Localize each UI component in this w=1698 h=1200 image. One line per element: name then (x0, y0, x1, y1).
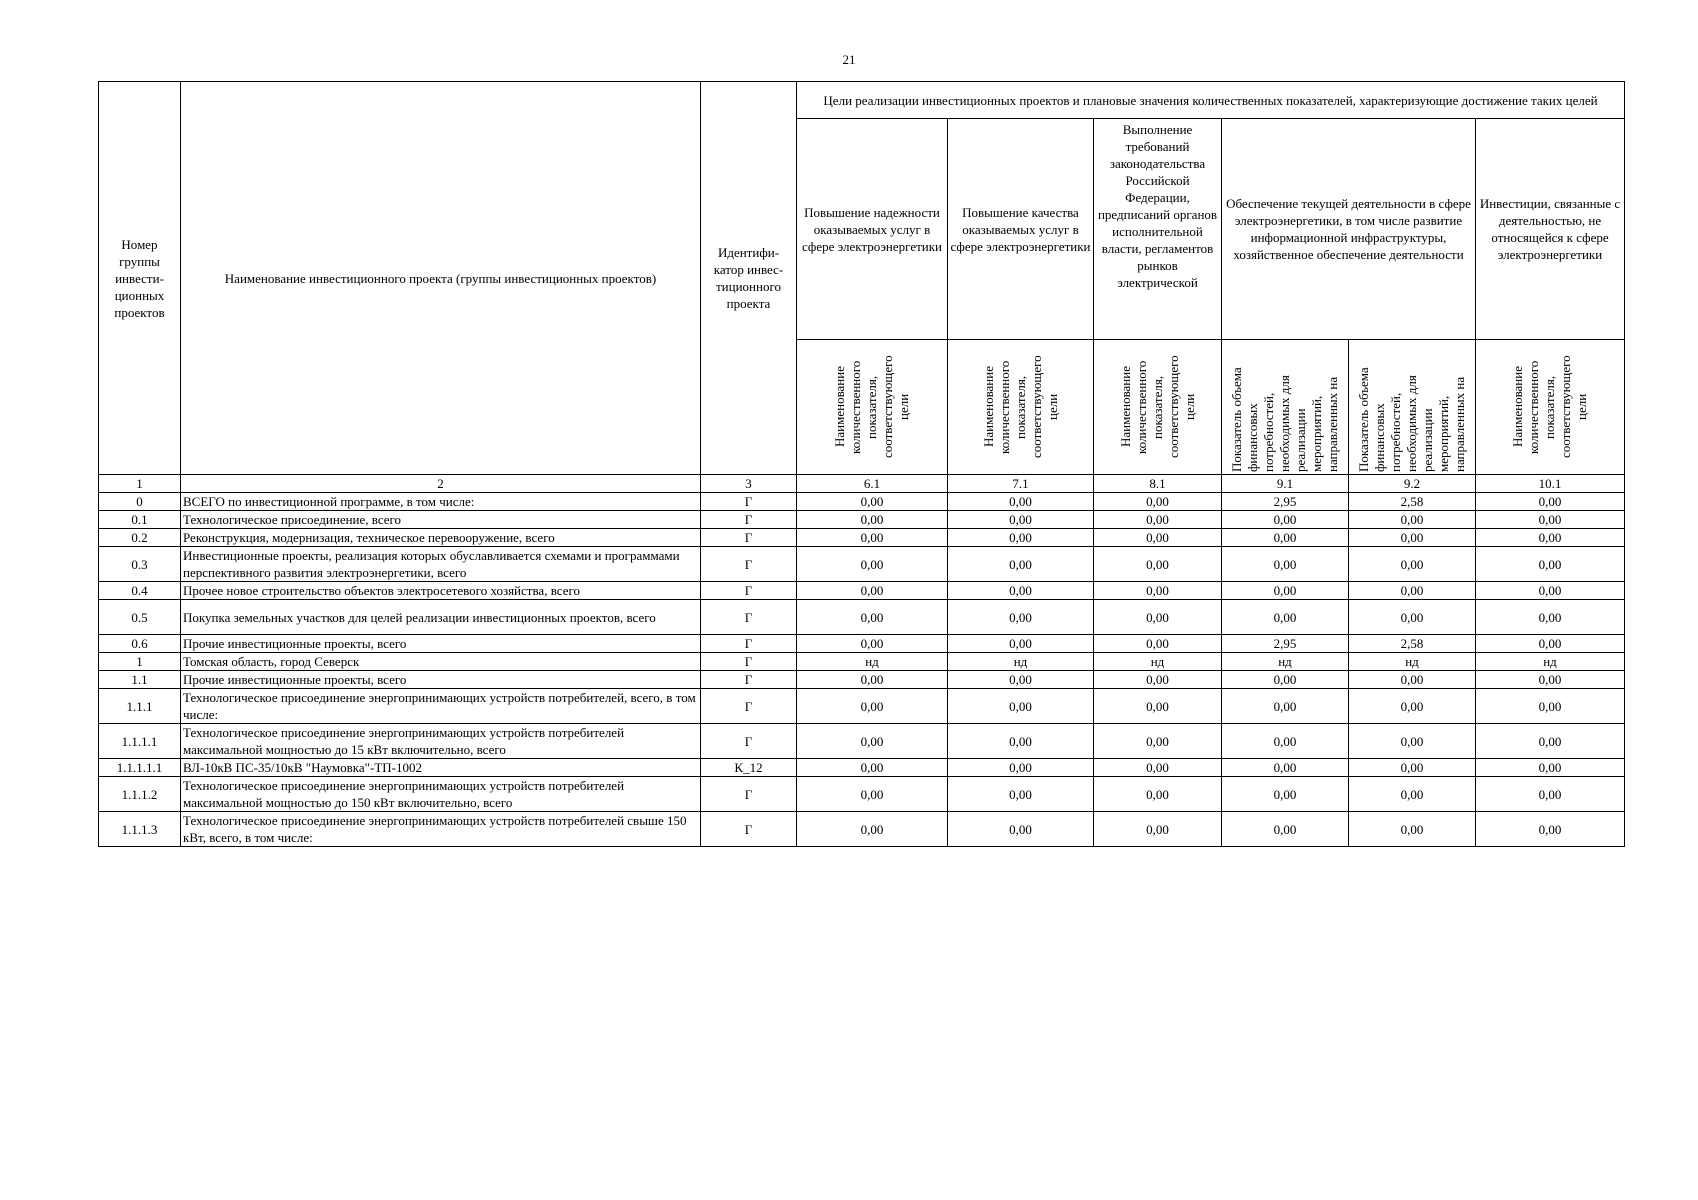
table-row (99, 547, 1625, 582)
row-value: 0,00 (797, 812, 948, 847)
row-value: 0,00 (1476, 582, 1625, 600)
row-id: Г (701, 653, 797, 671)
row-name: Покупка земельных участков для целей реализации инвестиционных проектов, всего (181, 600, 701, 635)
row-name: Реконструкция, модернизация, техническое перевооружение, всего (181, 529, 701, 547)
row-value: 0,00 (1222, 689, 1349, 724)
row-number: 0.2 (99, 529, 181, 547)
row-value: 0,00 (1094, 547, 1222, 582)
row-value: 0,00 (1476, 777, 1625, 812)
row-name: Инвестиционные проекты, реализация которых обуславливается схемами и программами перспективного развития электроэнергетики, всего (181, 547, 701, 582)
subheader-indicator (1476, 340, 1625, 475)
table-row (99, 600, 1625, 635)
row-value: 2,95 (1222, 493, 1349, 511)
row-value: 0,00 (948, 635, 1094, 653)
investment-table (98, 81, 1625, 847)
row-value: 0,00 (797, 689, 948, 724)
row-value: 0,00 (1349, 547, 1476, 582)
row-value: 0,00 (1094, 635, 1222, 653)
row-name: ВСЕГО по инвестиционной программе, в том числе: (181, 493, 701, 511)
row-value: 0,00 (1222, 724, 1349, 759)
row-name: ВЛ-10кВ ПС-35/10кВ "Наумовка"-ТП-1002 (181, 759, 701, 777)
row-value: 0,00 (797, 759, 948, 777)
table-row (99, 529, 1625, 547)
header-goal-quality: Повышение качества оказываемых услуг в сфере электроэнергетики (948, 119, 1094, 340)
column-number: 1 (99, 475, 181, 493)
row-value: 2,58 (1349, 635, 1476, 653)
row-value: 0,00 (797, 777, 948, 812)
row-value: 0,00 (1094, 724, 1222, 759)
row-value: 0,00 (797, 635, 948, 653)
row-value: 0,00 (948, 582, 1094, 600)
row-value: 0,00 (948, 511, 1094, 529)
row-value: нд (1476, 653, 1625, 671)
row-number: 1.1 (99, 671, 181, 689)
row-value: 2,95 (1222, 635, 1349, 653)
row-name: Томская область, город Северск (181, 653, 701, 671)
row-value: 0,00 (948, 529, 1094, 547)
row-value: нд (1094, 653, 1222, 671)
table-row (99, 493, 1625, 511)
subheader-indicator-text: Наименование количественного показателя, соответствующего цели (980, 355, 1060, 459)
row-number: 1.1.1.1 (99, 724, 181, 759)
row-value: 0,00 (948, 689, 1094, 724)
table-body (99, 493, 1625, 847)
row-number: 0.4 (99, 582, 181, 600)
row-value: 0,00 (1349, 600, 1476, 635)
row-id: Г (701, 511, 797, 529)
row-value: 0,00 (1349, 511, 1476, 529)
row-id: Г (701, 724, 797, 759)
table-row (99, 582, 1625, 600)
row-value: 0,00 (1476, 547, 1625, 582)
row-value: 0,00 (1094, 600, 1222, 635)
row-number: 0.1 (99, 511, 181, 529)
column-number: 2 (181, 475, 701, 493)
row-value: 0,00 (1476, 600, 1625, 635)
header-goals-title: Цели реализации инвестиционных проектов и плановые значения количественных показателей, характеризующие достижение таких целей (797, 82, 1625, 119)
table-row (99, 724, 1625, 759)
column-number: 3 (701, 475, 797, 493)
row-number: 0.5 (99, 600, 181, 635)
row-value: 0,00 (1222, 529, 1349, 547)
row-name: Прочие инвестиционные проекты, всего (181, 635, 701, 653)
table-row (99, 635, 1625, 653)
row-value: 0,00 (1222, 511, 1349, 529)
row-id: Г (701, 635, 797, 653)
row-id: Г (701, 493, 797, 511)
column-number: 9.1 (1222, 475, 1349, 493)
row-id: К_12 (701, 759, 797, 777)
row-id: Г (701, 671, 797, 689)
row-value: 0,00 (948, 777, 1094, 812)
row-name: Технологическое присоединение энергопринимающих устройств потребителей свыше 150 кВт, всего, в том числе: (181, 812, 701, 847)
row-value: нд (1222, 653, 1349, 671)
row-value: 0,00 (1094, 689, 1222, 724)
row-id: Г (701, 529, 797, 547)
row-name: Прочее новое строительство объектов электросетевого хозяйства, всего (181, 582, 701, 600)
row-value: 0,00 (1349, 582, 1476, 600)
row-value: 0,00 (1094, 493, 1222, 511)
row-value: 0,00 (797, 724, 948, 759)
row-value: 0,00 (1349, 671, 1476, 689)
row-value: 0,00 (797, 493, 948, 511)
column-number: 9.2 (1349, 475, 1476, 493)
row-value: 0,00 (948, 600, 1094, 635)
row-number: 0 (99, 493, 181, 511)
row-id: Г (701, 689, 797, 724)
row-value: 0,00 (1222, 777, 1349, 812)
header-project-name: Наименование инвестиционного проекта (группы инвестиционных проектов) (181, 82, 701, 475)
row-value: 0,00 (797, 529, 948, 547)
header-goal-legal-text: Выполнение требований законодательства Российской Федерации, предписаний органов исполнительной власти, регламентов рынков электрической (1097, 122, 1218, 290)
row-number: 1.1.1.2 (99, 777, 181, 812)
subheader-indicator (948, 340, 1094, 475)
row-value: 0,00 (948, 547, 1094, 582)
row-value: 0,00 (797, 547, 948, 582)
row-name: Прочие инвестиционные проекты, всего (181, 671, 701, 689)
row-value: 0,00 (948, 812, 1094, 847)
row-value: 0,00 (1222, 547, 1349, 582)
row-value: 0,00 (1476, 511, 1625, 529)
row-value: 0,00 (1476, 759, 1625, 777)
table-row (99, 812, 1625, 847)
row-name: Технологическое присоединение энергопринимающих устройств потребителей максимальной мощностью до 150 кВт включительно, всего (181, 777, 701, 812)
row-value: 0,00 (1476, 635, 1625, 653)
row-value: 0,00 (948, 724, 1094, 759)
table-row (99, 759, 1625, 777)
row-value: 0,00 (1222, 600, 1349, 635)
row-id: Г (701, 547, 797, 582)
row-value: 0,00 (1349, 777, 1476, 812)
header-goal-operations: Обеспечение текущей деятельности в сфере электроэнергетики, в том числе развитие информационной инфраструктуры, хозяйственное обеспечение деятельности (1222, 119, 1476, 340)
table-row (99, 777, 1625, 812)
row-value: 0,00 (1349, 759, 1476, 777)
row-value: 0,00 (948, 671, 1094, 689)
row-value: 0,00 (948, 759, 1094, 777)
row-value: 0,00 (1222, 812, 1349, 847)
column-number: 6.1 (797, 475, 948, 493)
row-value: 0,00 (1094, 759, 1222, 777)
row-value: 0,00 (1094, 582, 1222, 600)
row-value: 0,00 (1094, 529, 1222, 547)
row-value: 0,00 (1222, 671, 1349, 689)
row-number: 1 (99, 653, 181, 671)
row-number: 1.1.1.3 (99, 812, 181, 847)
subheader-indicator-text: Наименование количественного показателя, соответствующего цели (1117, 355, 1197, 459)
subheader-financial (1222, 340, 1349, 475)
row-value: 2,58 (1349, 493, 1476, 511)
row-value: 0,00 (1349, 724, 1476, 759)
row-value: 0,00 (1476, 529, 1625, 547)
row-value: 0,00 (1349, 529, 1476, 547)
row-value: 0,00 (797, 582, 948, 600)
row-name: Технологическое присоединение энергопринимающих устройств потребителей максимальной мощностью до 15 кВт включительно, всего (181, 724, 701, 759)
row-id: Г (701, 600, 797, 635)
table-row (99, 511, 1625, 529)
row-number: 0.6 (99, 635, 181, 653)
row-number: 0.3 (99, 547, 181, 582)
row-value: нд (797, 653, 948, 671)
table-row (99, 671, 1625, 689)
column-number: 10.1 (1476, 475, 1625, 493)
column-number: 8.1 (1094, 475, 1222, 493)
row-value: 0,00 (1222, 759, 1349, 777)
row-id: Г (701, 777, 797, 812)
row-value: нд (1349, 653, 1476, 671)
subheader-financial-text: Показатель объема финансовых потребностей, необходимых для реализации мероприятий, направленных на (1356, 367, 1467, 472)
header-goal-reliability: Повышение надежности оказываемых услуг в сфере электроэнергетики (797, 119, 948, 340)
row-id: Г (701, 812, 797, 847)
column-number: 7.1 (948, 475, 1094, 493)
row-value: 0,00 (1094, 671, 1222, 689)
row-value: 0,00 (1222, 582, 1349, 600)
row-number: 1.1.1 (99, 689, 181, 724)
row-value: 0,00 (1349, 689, 1476, 724)
row-value: 0,00 (1476, 689, 1625, 724)
header-goal-non-energy: Инвестиции, связанные с деятельностью, не относящейся к сфере электроэнергетики (1476, 119, 1625, 340)
row-value: 0,00 (797, 511, 948, 529)
header-group-number: Номер группы инвести-ционных проектов (99, 82, 181, 475)
row-value: 0,00 (1476, 671, 1625, 689)
row-value: 0,00 (1094, 777, 1222, 812)
table-row (99, 653, 1625, 671)
column-numbers-row (99, 475, 1625, 493)
row-value: 0,00 (797, 671, 948, 689)
row-value: 0,00 (1476, 724, 1625, 759)
row-name: Технологическое присоединение, всего (181, 511, 701, 529)
row-value: 0,00 (797, 600, 948, 635)
row-name: Технологическое присоединение энергопринимающих устройств потребителей, всего, в том числе: (181, 689, 701, 724)
row-value: 0,00 (1094, 511, 1222, 529)
header-goal-legal (1094, 119, 1222, 340)
row-value: 0,00 (1476, 812, 1625, 847)
subheader-indicator (1094, 340, 1222, 475)
page-number: 21 (842, 52, 856, 67)
row-number: 1.1.1.1.1 (99, 759, 181, 777)
row-value: 0,00 (1476, 493, 1625, 511)
row-value: 0,00 (948, 493, 1094, 511)
subheader-indicator (797, 340, 948, 475)
row-id: Г (701, 582, 797, 600)
subheader-indicator-text: Наименование количественного показателя, соответствующего цели (832, 355, 911, 459)
header-project-id: Идентифи-катор инвес-тиционного проекта (701, 82, 797, 475)
subheader-indicator-text: Наименование количественного показателя, соответствующего цели (1510, 355, 1589, 459)
row-value: 0,00 (1349, 812, 1476, 847)
row-value: нд (948, 653, 1094, 671)
row-value: 0,00 (1094, 812, 1222, 847)
subheader-financial-text: Показатель объема финансовых потребностей, необходимых для реализации мероприятий, направленных на (1229, 367, 1340, 472)
subheader-financial (1349, 340, 1476, 475)
table-row (99, 689, 1625, 724)
